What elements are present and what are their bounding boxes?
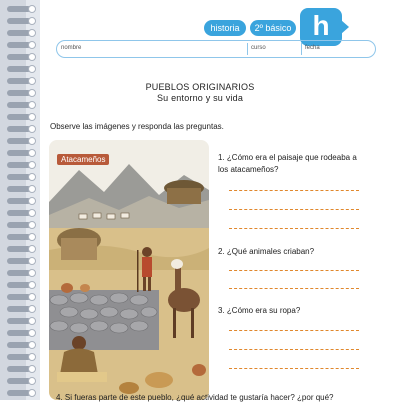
- binding-hole: [28, 41, 36, 49]
- field-divider: [247, 43, 248, 55]
- question-text: ¿Cómo era su ropa?: [226, 306, 301, 315]
- question-4: 4. Si fueras parte de este pueblo, ¿qué actividad te gustaría hacer? ¿por qué?: [56, 393, 334, 402]
- name-label: nombre: [61, 45, 82, 51]
- field-divider: [301, 43, 302, 55]
- binding-hole: [28, 137, 36, 145]
- binding-hole: [28, 149, 36, 157]
- answer-line[interactable]: [229, 330, 359, 331]
- binding-hole: [28, 305, 36, 313]
- worksheet-title: PUEBLOS ORIGINARIOS: [145, 82, 255, 92]
- village-scene: [49, 140, 209, 400]
- binding-hole: [28, 197, 36, 205]
- question-number: 3.: [218, 306, 225, 315]
- binding-hole: [28, 161, 36, 169]
- answer-line[interactable]: [229, 349, 359, 350]
- binding-hole: [28, 389, 36, 397]
- binding-hole: [28, 5, 36, 13]
- binding-hole: [28, 257, 36, 265]
- question-3: [218, 305, 368, 317]
- binding-hole: [28, 77, 36, 85]
- answer-line[interactable]: [229, 190, 359, 191]
- binding-hole: [28, 353, 36, 361]
- question-text: ¿Qué animales criaban?: [226, 247, 315, 256]
- binding-hole: [28, 101, 36, 109]
- binding-hole: [28, 185, 36, 193]
- atacamenos-illustration: [49, 140, 209, 400]
- binding-hole: [28, 317, 36, 325]
- course-label: curso: [251, 45, 266, 51]
- question-1: [218, 152, 368, 176]
- binding-hole: [28, 89, 36, 97]
- binding-hole: [28, 221, 36, 229]
- binding-hole: [28, 377, 36, 385]
- worksheet-subtitle: Su entorno y su vida: [156, 93, 244, 103]
- binding-hole: [28, 365, 36, 373]
- binding-hole: [28, 17, 36, 25]
- binding-hole: [28, 269, 36, 277]
- subject-tag: historia: [204, 20, 246, 36]
- answer-line[interactable]: [229, 209, 359, 210]
- illustration-label: Atacameños: [57, 154, 109, 165]
- instructions: Observe las imágenes y responda las preguntas.: [50, 122, 224, 131]
- binding-hole: [28, 125, 36, 133]
- question-number: 1.: [218, 153, 225, 162]
- answer-line[interactable]: [229, 228, 359, 229]
- binding-hole: [28, 113, 36, 121]
- spiral-binding: [0, 0, 40, 400]
- binding-hole: [28, 53, 36, 61]
- answer-line[interactable]: [229, 270, 359, 271]
- binding-hole: [28, 281, 36, 289]
- date-label: fecha: [305, 45, 320, 51]
- answer-line[interactable]: [229, 288, 359, 289]
- binding-hole: [28, 293, 36, 301]
- binding-hole: [28, 209, 36, 217]
- binding-hole: [28, 341, 36, 349]
- logo-tail: [341, 20, 349, 34]
- binding-hole: [28, 65, 36, 73]
- binding-hole: [28, 233, 36, 241]
- binding-hole: [28, 173, 36, 181]
- grade-tag: 2º básico: [250, 20, 296, 36]
- binding-hole: [28, 29, 36, 37]
- student-info-bar: [56, 40, 376, 58]
- question-number: 2.: [218, 247, 225, 256]
- question-2: [218, 246, 368, 258]
- logo-icon: h: [300, 8, 342, 46]
- binding-hole: [28, 245, 36, 253]
- binding-hole: [28, 329, 36, 337]
- answer-line[interactable]: [229, 368, 359, 369]
- question-text: ¿Cómo era el paisaje que rodeaba a los atacameños?: [218, 153, 357, 174]
